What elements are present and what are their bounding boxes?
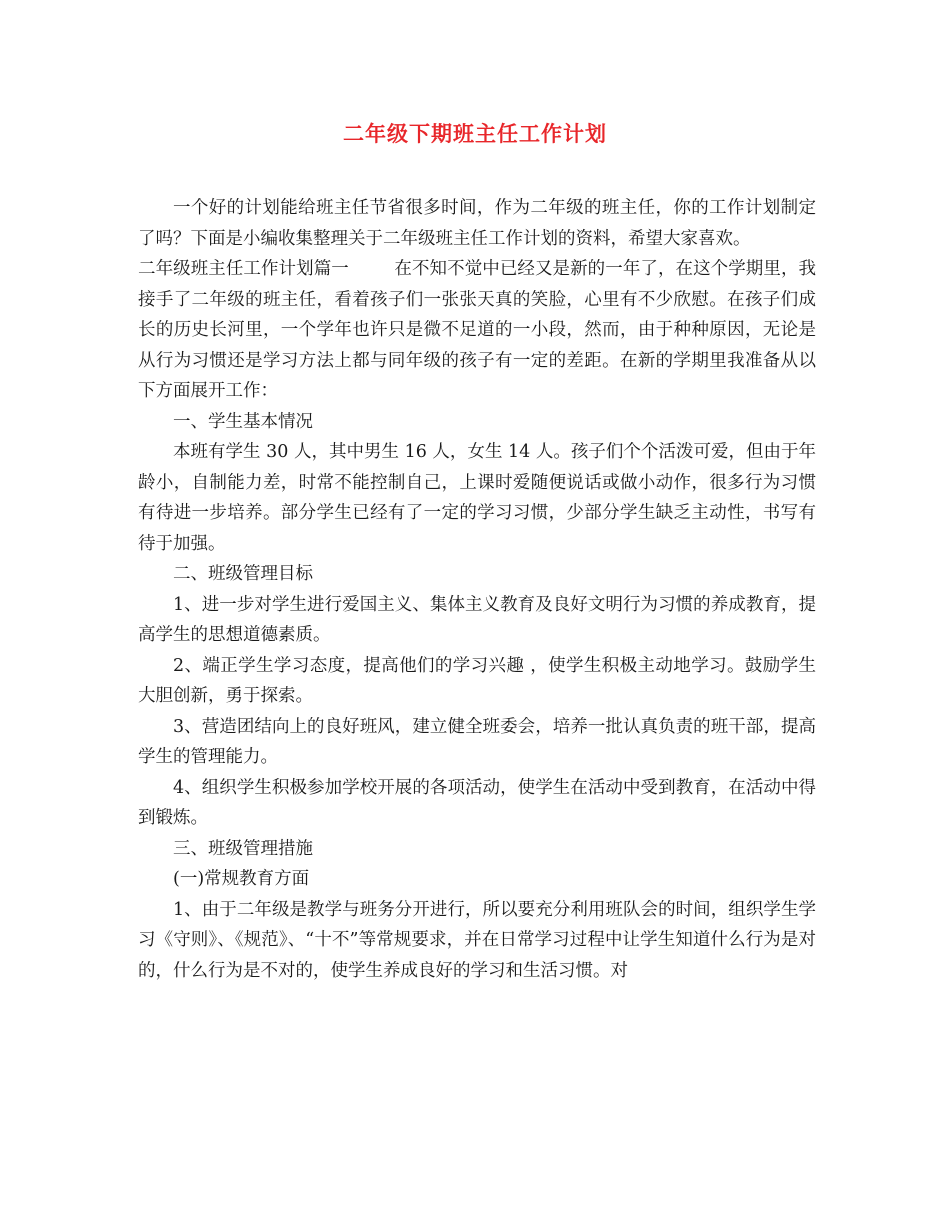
section-2-item-4: 4、组织学生积极参加学校开展的各项活动，使学生在活动中受到教育，在活动中得到锻炼。 bbox=[138, 777, 816, 828]
section-heading-2: 二、班级管理目标 bbox=[173, 564, 313, 584]
section-heading-1: 一、学生基本情况 bbox=[173, 411, 313, 432]
section-heading-3: 三、班级管理措施 bbox=[173, 838, 313, 859]
section-3-subheading: (一)常规教育方面 bbox=[173, 869, 310, 889]
section-2-item-3: 3、营造团结向上的良好班风，建立健全班委会，培养一批认真负责的班干部，提高学生的管理能力。 bbox=[138, 716, 816, 767]
intro-paragraph bbox=[138, 193, 816, 254]
section-3-item-1: 1、由于二年级是教学与班务分开进行，所以要充分利用班队会的时间，组织学生学习《守则》、《规范》、“十不”等常规要求，并在日常学习过程中让学生知道什么行为是对的，什么行为是不对的，使学生养成良好的学习和生活习惯。对 bbox=[138, 899, 816, 981]
document-body bbox=[138, 193, 816, 986]
intro-continued-text: 在不知不觉中已经又是新的一年了，在这个学期里，我接手了二年级的班主任，看着孩子们一张张天真的笑脸，心里有不少欣慰。在孩子们成长的历史长河里，一个学年也许只是微不足道的一小段，然而，由于种种原因，无论是从行为习惯还是学习方法上都与同年级的孩子有一定的差距。在新的学期里我准备从以下方面展开工作： bbox=[138, 259, 817, 401]
part-paragraph bbox=[138, 254, 816, 407]
part-label: 二年级班主任工作计划篇一 bbox=[138, 259, 349, 279]
intro-text: 一个好的计划能给班主任节省很多时间，作为二年级的班主任，你的工作计划制定了吗？下面是小编收集整理关于二年级班主任工作计划的资料，希望大家喜欢。 bbox=[138, 198, 816, 249]
section-1-paragraph: 本班有学生 30 人，其中男生 16 人，女生 14 人。孩子们个个活泼可爱，但由于年龄小，自制能力差，时常不能控制自己，上课时爱随便说话或做小动作，很多行为习惯有待进一步培养。部分学生已经有了一定的学习习惯，少部分学生缺乏主动性，书写有待于加强。 bbox=[138, 442, 816, 554]
section-2-item-2: 2、端正学生学习态度，提高他们的学习兴趣 ，使学生积极主动地学习。鼓励学生大胆创新，勇于探索。 bbox=[138, 655, 816, 706]
section-2-item-1: 1、进一步对学生进行爱国主义、集体主义教育及良好文明行为习惯的养成教育，提高学生的思想道德素质。 bbox=[138, 594, 816, 645]
document-title: 二年级下期班主任工作计划 bbox=[343, 121, 607, 146]
